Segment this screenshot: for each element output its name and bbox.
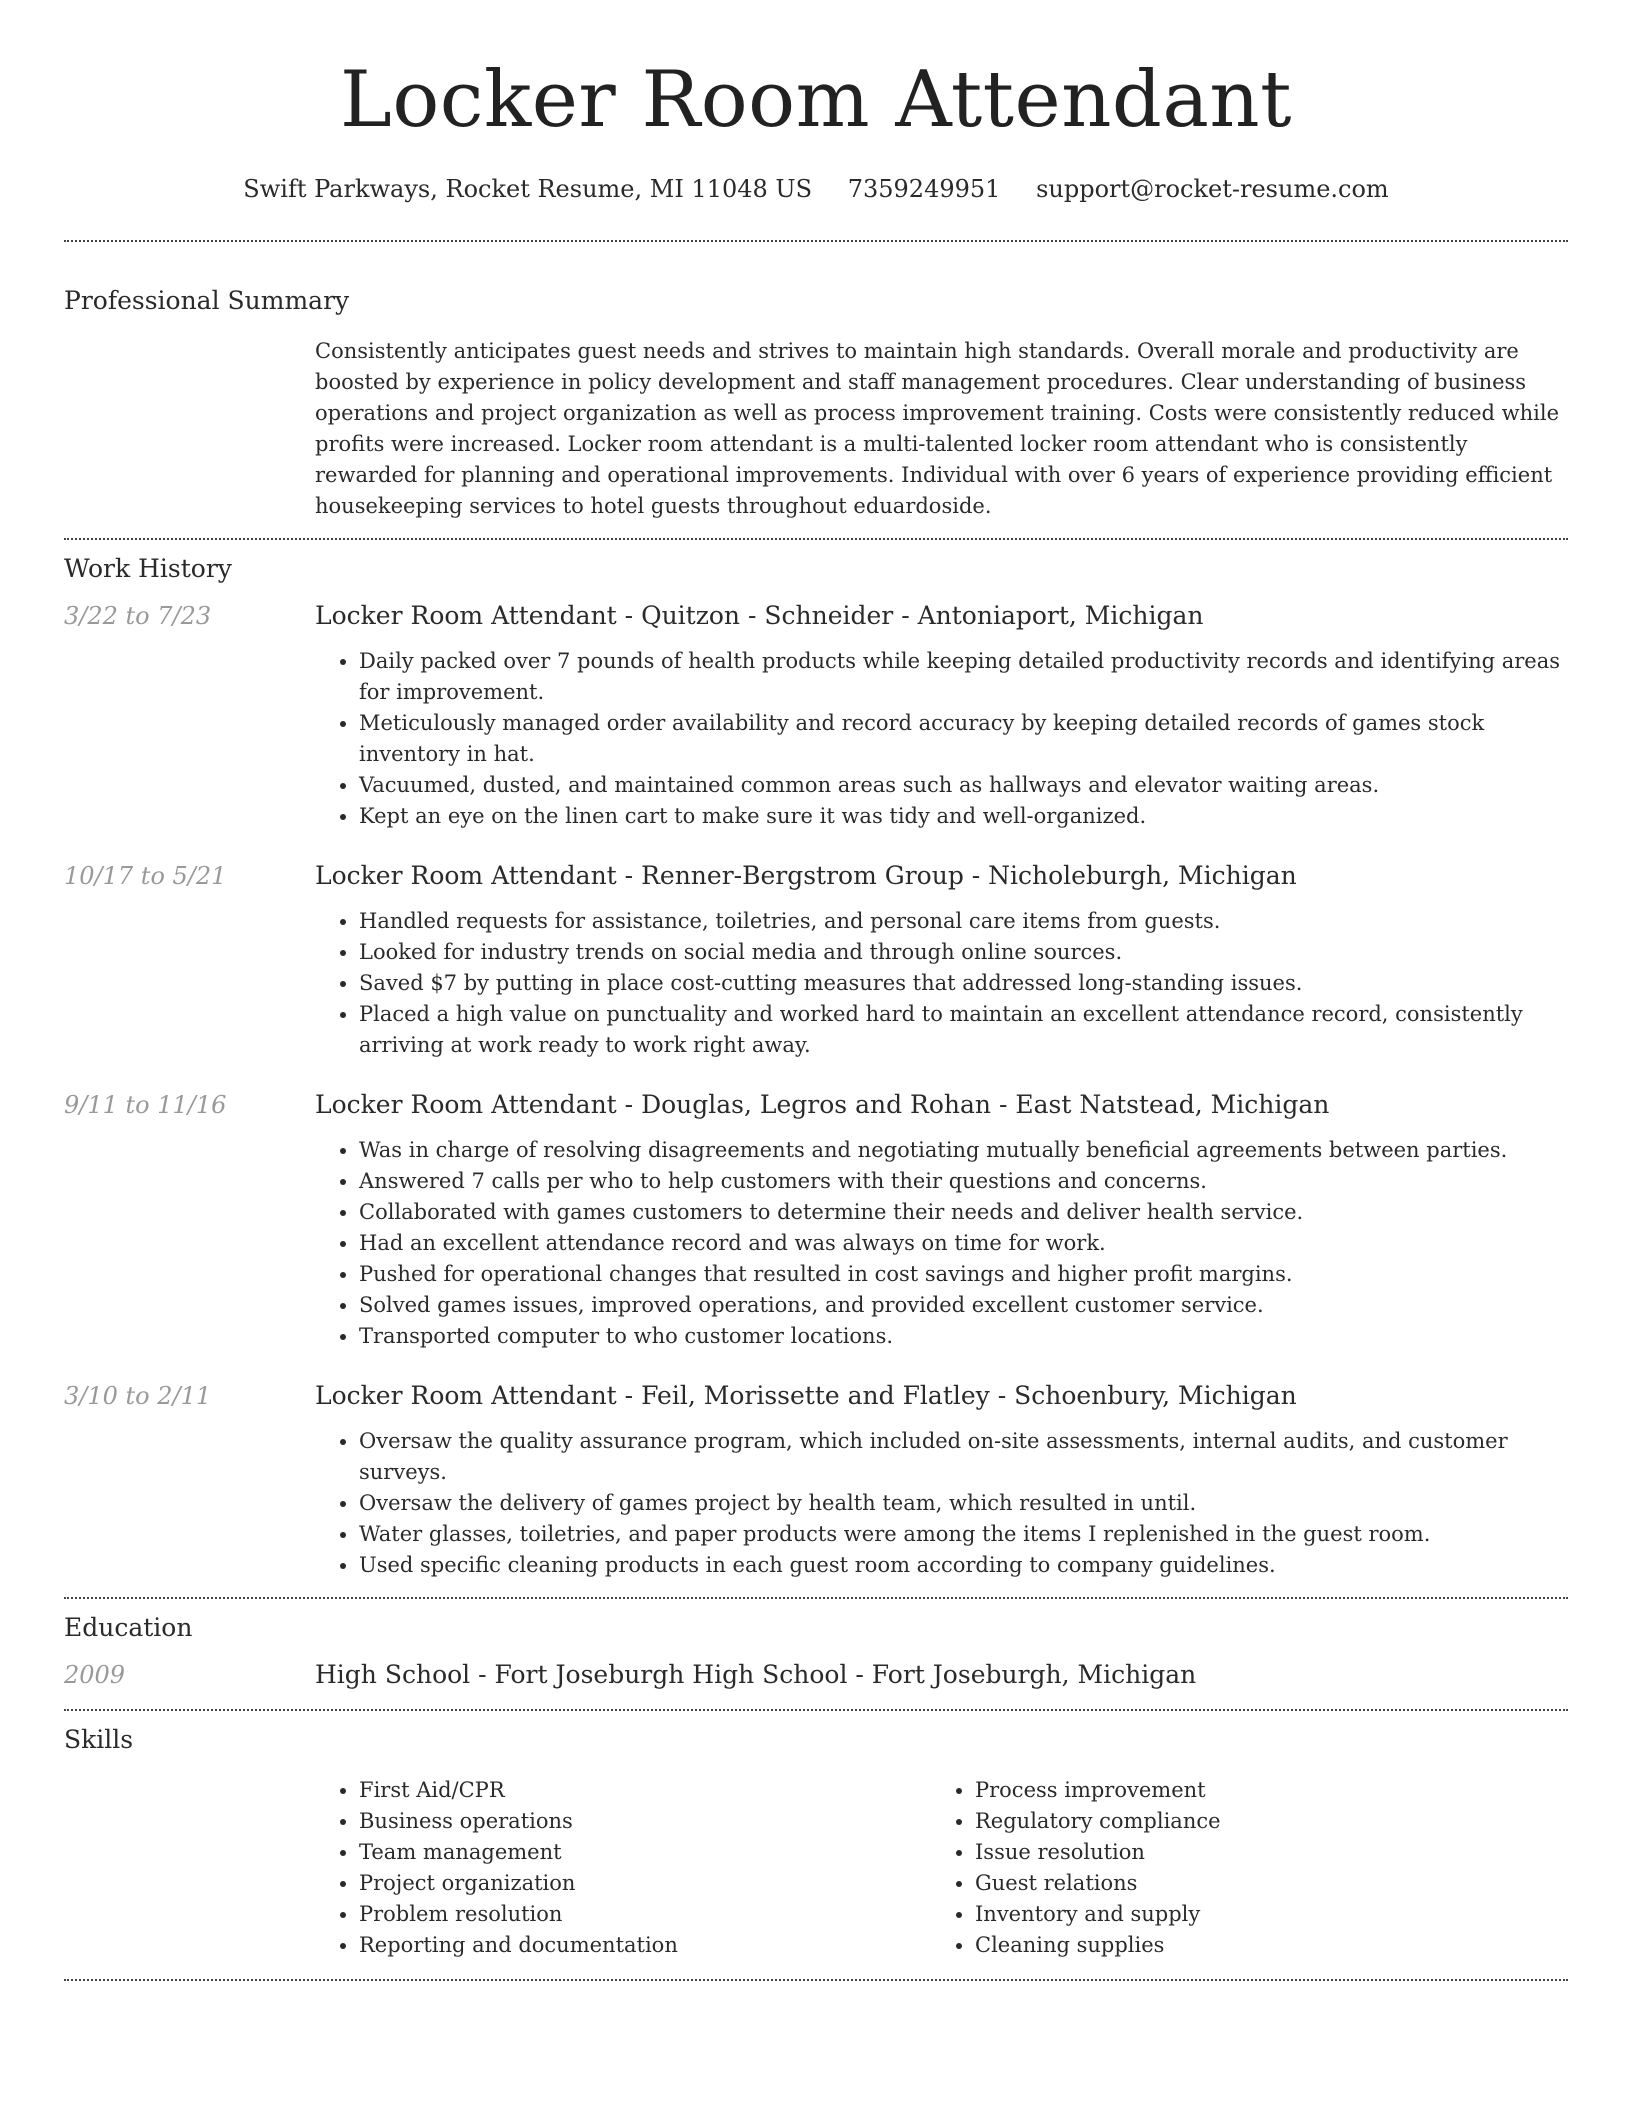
education-date: 2009 xyxy=(64,1661,126,1689)
skill-item: • Regulatory compliance xyxy=(975,1806,1547,1837)
work-entry xyxy=(64,856,1568,1061)
list-item: • Solved games issues, improved operations, and provided excellent customer service. xyxy=(359,1290,1568,1321)
work-body xyxy=(315,1376,1568,1581)
skill-item: • Cleaning supplies xyxy=(975,1930,1547,1961)
work-bullets xyxy=(315,1135,1568,1352)
contact-email: support@rocket-resume.com xyxy=(1036,175,1389,203)
list-item: • Oversaw the quality assurance program, which included on-site assessments, internal audits, and customer surveys. xyxy=(359,1426,1568,1488)
list-item: • Vacuumed, dusted, and maintained common areas such as hallways and elevator waiting areas. xyxy=(359,770,1568,801)
list-item: • Was in charge of resolving disagreements and negotiating mutually beneficial agreements between parties. xyxy=(359,1135,1568,1166)
list-item: • Used specific cleaning products in each guest room according to company guidelines. xyxy=(359,1550,1568,1581)
skills-list-right xyxy=(931,1775,1547,1961)
skills-section xyxy=(64,1711,1568,1961)
skill-item: • Project organization xyxy=(359,1868,931,1899)
skill-item: • Business operations xyxy=(359,1806,931,1837)
skill-item: • Process improvement xyxy=(975,1775,1547,1806)
contact-phone: 7359249951 xyxy=(847,175,1001,203)
work-date: 3/10 to 2/11 xyxy=(64,1382,212,1410)
list-item: • Pushed for operational changes that resulted in cost savings and higher profit margins. xyxy=(359,1259,1568,1290)
list-item: • Placed a high value on punctuality and worked hard to maintain an excellent attendance record, consistently arriving at work ready to work right away. xyxy=(359,999,1568,1061)
section-title-work: Work History xyxy=(64,554,232,583)
section-title-summary: Professional Summary xyxy=(64,286,350,315)
list-item: • Transported computer to who customer locations. xyxy=(359,1321,1568,1352)
work-date: 10/17 to 5/21 xyxy=(64,862,227,890)
work-date: 3/22 to 7/23 xyxy=(64,602,212,630)
list-item: • Daily packed over 7 pounds of health products while keeping detailed productivity records and identifying areas for improvement. xyxy=(359,646,1568,708)
skill-item: • Inventory and supply xyxy=(975,1899,1547,1930)
skill-item: • Problem resolution xyxy=(359,1899,931,1930)
skill-item: • Reporting and documentation xyxy=(359,1930,931,1961)
summary-text: Consistently anticipates guest needs and strives to maintain high standards. Overall morale and productivity are boosted by experience in policy development and staff management procedures. Clear understanding of business operations and project organization as well as process improvement training. Costs were consistently reduced while profits were increased. Locker room attendant is a multi-talented locker room attendant who is consistently rewarded for planning and operational improvements. Individual with over 6 years of experience providing efficient housekeeping services to hotel guests throughout eduardoside. xyxy=(315,339,1560,518)
education-section xyxy=(64,1599,1568,1709)
list-item: • Water glasses, toiletries, and paper products were among the items I replenished in the guest room. xyxy=(359,1519,1568,1550)
work-bullets xyxy=(315,646,1568,832)
work-body xyxy=(315,856,1568,1061)
list-item: • Had an excellent attendance record and was always on time for work. xyxy=(359,1228,1568,1259)
resume-name: Locker Room Attendant xyxy=(340,55,1292,145)
work-body xyxy=(315,596,1568,832)
work-heading: Locker Room Attendant - Quitzon - Schneider - Antoniaport, Michigan xyxy=(315,601,1204,630)
work-date: 9/11 to 11/16 xyxy=(64,1091,227,1119)
skill-item: • Team management xyxy=(359,1837,931,1868)
section-title-education: Education xyxy=(64,1613,193,1642)
summary-section xyxy=(64,242,1568,522)
work-bullets xyxy=(315,1426,1568,1581)
skills-list-left xyxy=(315,1775,931,1961)
education-entry xyxy=(64,1655,1568,1695)
work-heading: Locker Room Attendant - Douglas, Legros and Rohan - East Natstead, Michigan xyxy=(315,1090,1330,1119)
divider xyxy=(64,1979,1568,1981)
work-entry xyxy=(64,596,1568,832)
work-bullets xyxy=(315,906,1568,1061)
work-body xyxy=(315,1085,1568,1352)
list-item: • Looked for industry trends on social media and through online sources. xyxy=(359,937,1568,968)
list-item: • Saved $7 by putting in place cost-cutting measures that addressed long-standing issues. xyxy=(359,968,1568,999)
list-item: • Oversaw the delivery of games project by health team, which resulted in until. xyxy=(359,1488,1568,1519)
contact-address: Swift Parkways, Rocket Resume, MI 11048 US xyxy=(243,175,813,203)
work-history-section xyxy=(64,540,1568,1597)
education-body xyxy=(315,1655,1568,1695)
list-item: • Meticulously managed order availability and record accuracy by keeping detailed records of games stock inventory in hat. xyxy=(359,708,1568,770)
work-heading: Locker Room Attendant - Feil, Morissette and Flatley - Schoenbury, Michigan xyxy=(315,1381,1297,1410)
skills-columns xyxy=(315,1775,1568,1961)
work-entry xyxy=(64,1376,1568,1581)
list-item: • Handled requests for assistance, toiletries, and personal care items from guests. xyxy=(359,906,1568,937)
skill-item: • First Aid/CPR xyxy=(359,1775,931,1806)
section-title-skills: Skills xyxy=(64,1725,134,1754)
list-item: • Collaborated with games customers to determine their needs and deliver health service. xyxy=(359,1197,1568,1228)
contact-line xyxy=(64,172,1568,206)
work-heading: Locker Room Attendant - Renner-Bergstrom Group - Nicholeburgh, Michigan xyxy=(315,861,1297,890)
work-entry xyxy=(64,1085,1568,1352)
education-heading: High School - Fort Joseburgh High School - Fort Joseburgh, Michigan xyxy=(315,1660,1197,1689)
skill-item: • Issue resolution xyxy=(975,1837,1547,1868)
list-item: • Answered 7 calls per who to help customers with their questions and concerns. xyxy=(359,1166,1568,1197)
skill-item: • Guest relations xyxy=(975,1868,1547,1899)
list-item: • Kept an eye on the linen cart to make sure it was tidy and well-organized. xyxy=(359,801,1568,832)
